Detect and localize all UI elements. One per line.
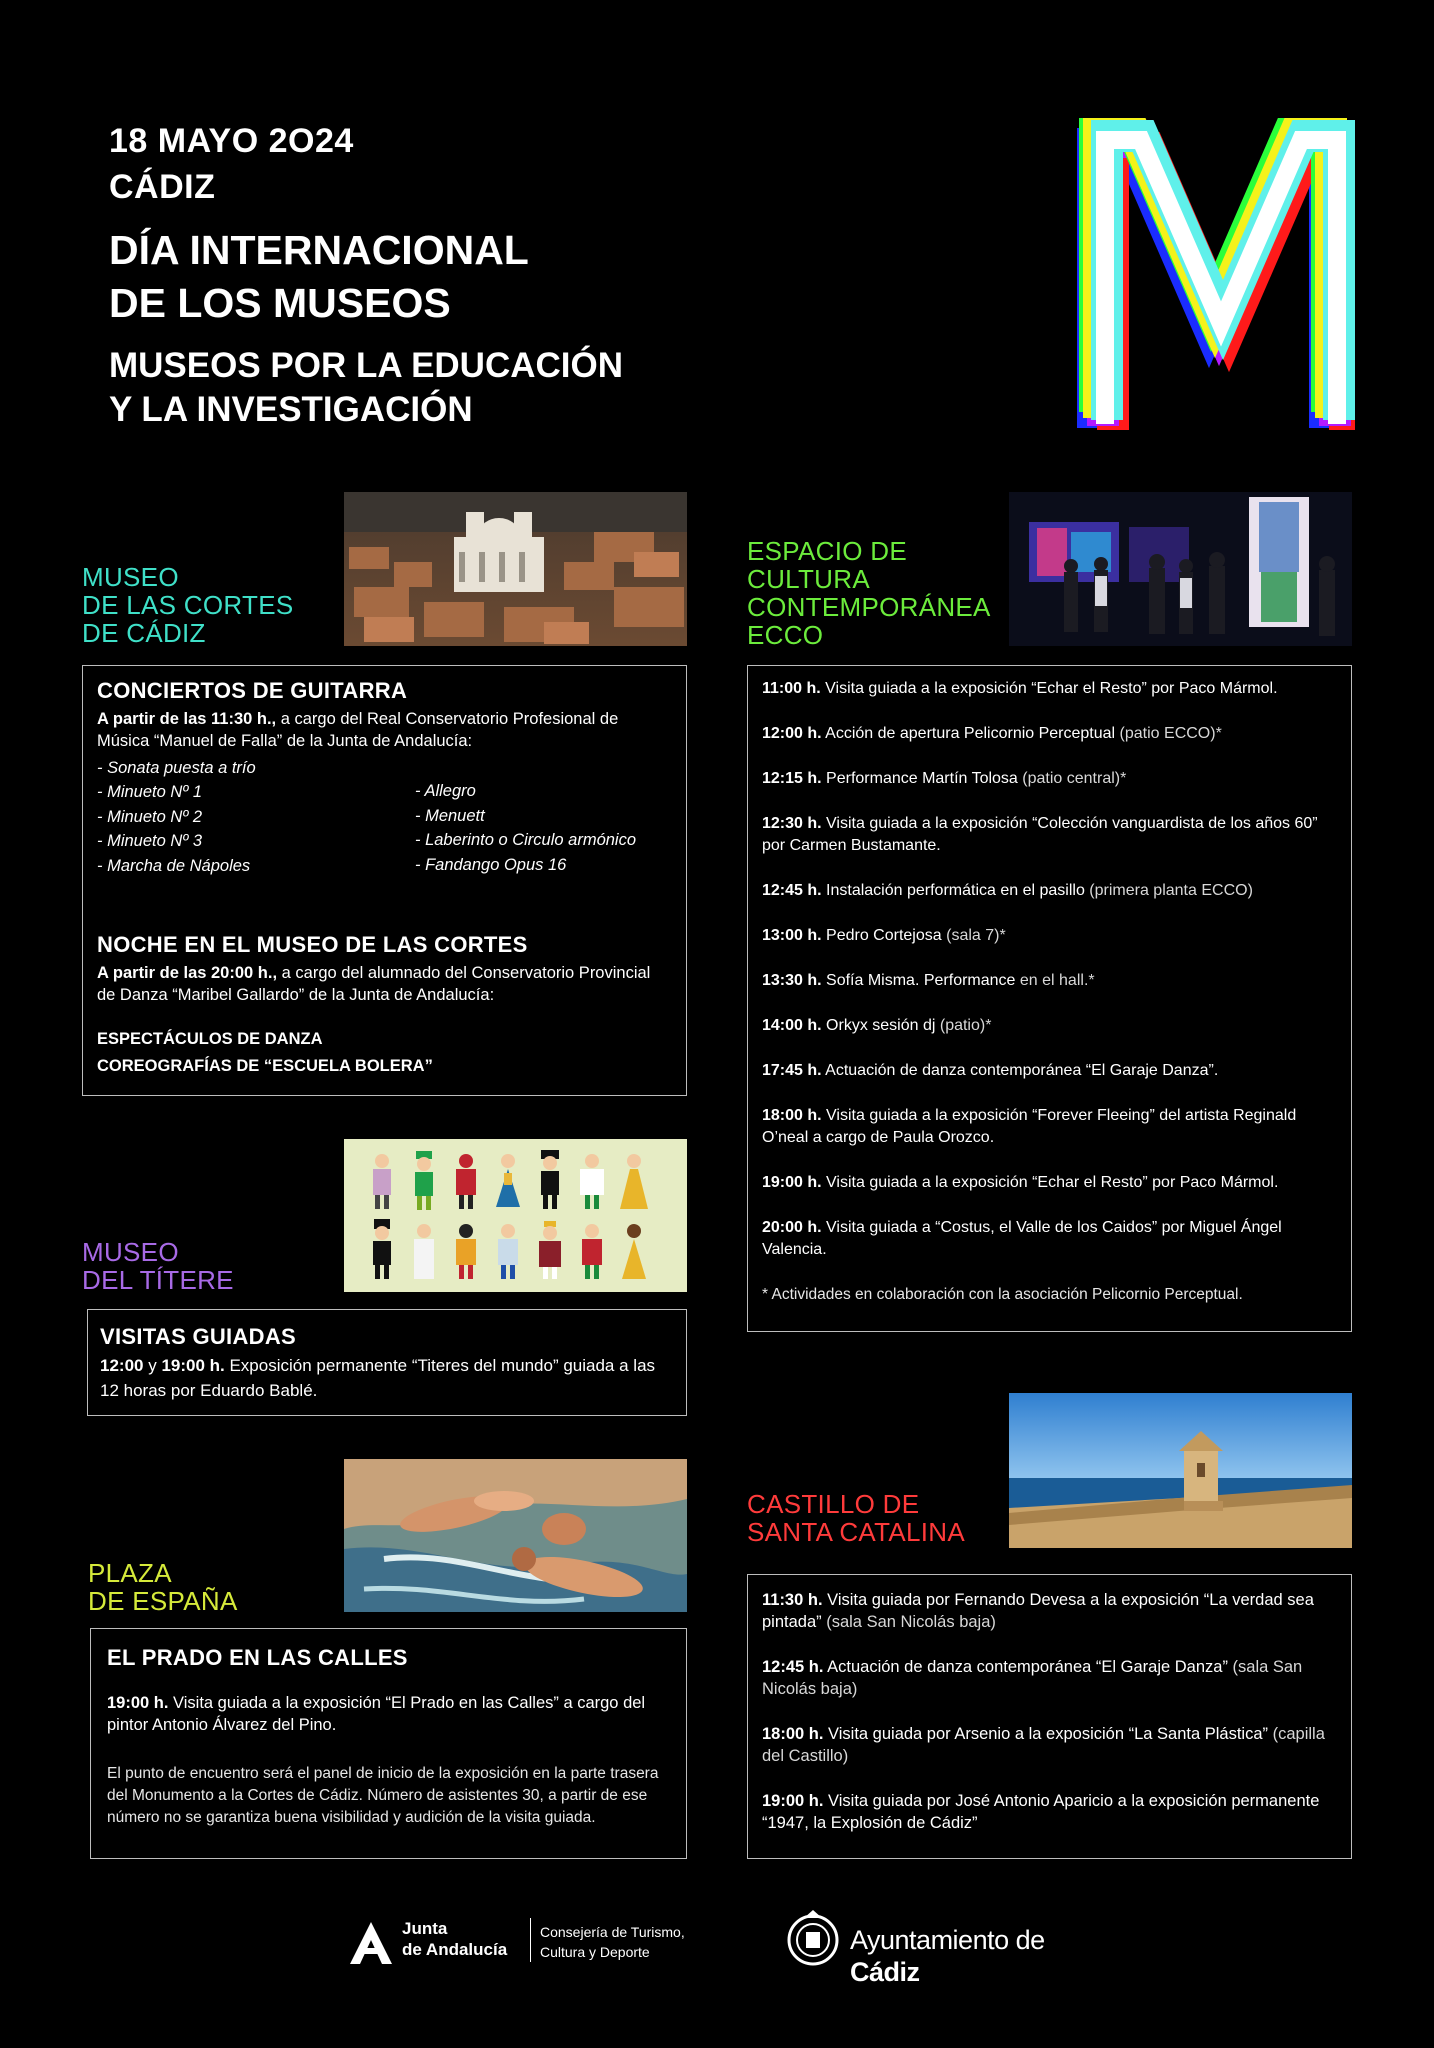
ayuntamiento-cadiz-logo <box>786 1908 1106 1987</box>
schedule-location: (patio central)* <box>1022 770 1127 787</box>
venue-line: DE LAS CORTES <box>82 590 294 620</box>
schedule-time: 19:00 h. <box>762 1792 824 1810</box>
schedule-item <box>762 1015 1337 1037</box>
prado-time: 19:00 h. <box>107 1694 169 1712</box>
cortes-activities-box <box>82 665 687 1096</box>
program-item: - Minueto Nº 3 <box>97 832 203 850</box>
ecco-schedule-box <box>747 665 1352 1332</box>
noche-time: A partir de las 20:00 h., <box>97 964 278 982</box>
venue-line: ECCO <box>747 620 824 650</box>
schedule-item <box>762 768 1337 790</box>
venue-line: ESPACIO DE <box>747 536 908 566</box>
schedule-time: 13:00 h. <box>762 927 822 944</box>
ecco-exhibition-photo <box>1009 492 1352 646</box>
event-subtitle <box>109 344 623 432</box>
schedule-text: Performance Martín Tolosa <box>821 770 1023 787</box>
noche-description <box>97 962 667 1006</box>
titere-activities-box <box>87 1309 687 1416</box>
schedule-text: Actuación de danza contemporánea “El Garaje Danza”. <box>821 1062 1219 1079</box>
schedule-time: 11:00 h. <box>762 680 821 697</box>
schedule-item <box>762 1105 1337 1149</box>
schedule-text: Instalación performática en el pasillo <box>821 882 1090 899</box>
schedule-text: Acción de apertura Pelicornio Perceptual <box>821 725 1120 742</box>
schedule-location: (sala San Nicolás baja) <box>762 1658 1303 1698</box>
venue-line: PLAZA <box>88 1558 172 1588</box>
program-item: - Fandango Opus 16 <box>415 855 567 874</box>
consejeria-line: Cultura y Deporte <box>540 1944 650 1960</box>
event-city: CÁDIZ <box>109 168 216 206</box>
svg-text:M: M <box>1075 118 1076 119</box>
visita-time: 19:00 h. <box>161 1356 225 1375</box>
noche-item: COREOGRAFÍAS DE “ESCUELA BOLERA” <box>97 1057 433 1075</box>
ecco-footnote: * Actividades en colaboración con la asociación Pelicornio Perceptual. <box>762 1286 1243 1303</box>
noche-item: ESPECTÁCULOS DE DANZA <box>97 1030 323 1048</box>
schedule-item <box>762 880 1337 902</box>
schedule-time: 11:30 h. <box>762 1591 823 1609</box>
ayuntamiento-name-a: Ayuntamiento de <box>850 1925 1045 1955</box>
prado-title: EL PRADO EN LAS CALLES <box>107 1645 408 1670</box>
visita-text: Exposición permanente “Titeres del mundo” guiada a las 12 horas por Eduardo Bablé. <box>100 1356 656 1400</box>
prado-description <box>107 1692 662 1736</box>
cadiz-coat-of-arms-icon <box>786 1908 840 1972</box>
event-date: 18 MAYO 2O24 <box>109 122 354 160</box>
schedule-time: 18:00 h. <box>762 1107 822 1124</box>
sorolla-painting-photo <box>344 1459 687 1612</box>
schedule-item <box>762 678 1337 700</box>
schedule-time: 14:00 h. <box>762 1017 822 1034</box>
program-item: - Marcha de Nápoles <box>97 856 251 875</box>
ayuntamiento-name-b: Cádiz <box>850 1957 920 1987</box>
program-item: - Sonata puesta a trío <box>97 759 256 777</box>
schedule-location: (patio ECCO)* <box>1119 725 1222 742</box>
schedule-time: 12:45 h. <box>762 882 822 899</box>
conciertos-title: CONCIERTOS DE GUITARRA <box>97 678 408 703</box>
schedule-time: 19:00 h. <box>762 1174 822 1191</box>
visitas-description <box>100 1353 660 1403</box>
schedule-location: (primera planta ECCO) <box>1089 882 1253 899</box>
consejeria-name <box>540 1922 685 1962</box>
program-item: - Menuett <box>415 806 485 825</box>
program-list-right <box>415 779 636 877</box>
prado-text: Visita guiada a la exposición “El Prado en las Calles” a cargo del pintor Antonio Álvarez del Pino. <box>107 1694 646 1734</box>
ecco-schedule-list <box>762 678 1337 1306</box>
junta-andalucia-logo <box>348 1918 708 1968</box>
visita-connector: y <box>143 1356 162 1375</box>
schedule-text: Orkyx sesión dj <box>821 1017 940 1034</box>
venue-line: SANTA CATALINA <box>747 1517 966 1547</box>
schedule-text: Visita guiada por Fernando Devesa a la exposición “La verdad sea pintada” <box>762 1591 1314 1631</box>
visitas-title: VISITAS GUIADAS <box>100 1324 297 1349</box>
footer-divider <box>530 1918 531 1962</box>
schedule-text: Pedro Cortejosa <box>821 927 947 944</box>
schedule-location: (sala San Nicolás baja) <box>826 1613 996 1631</box>
program-list-left <box>97 780 250 878</box>
schedule-item <box>762 723 1337 745</box>
schedule-text: Visita guiada a la exposición “Echar el Resto” por Paco Mármol. <box>820 680 1278 697</box>
schedule-time: 13:30 h. <box>762 972 822 989</box>
castillo-photo <box>1009 1393 1352 1548</box>
venue-castillo-santa-catalina <box>747 1490 965 1546</box>
venue-line: CULTURA <box>747 564 870 594</box>
schedule-text: Visita guiada a la exposición “Colección vanguardista de los años 60” por Carmen Bustamante. <box>762 815 1318 854</box>
conciertos-text: a cargo del Real Conservatorio Profesional de Música “Manuel de Falla” de la Junta de Andalucía: <box>97 710 619 750</box>
event-title-line2: DE LOS MUSEOS <box>109 280 451 326</box>
conciertos-description <box>97 708 667 752</box>
venue-plaza-espana <box>88 1559 238 1615</box>
header-date-block <box>109 118 354 210</box>
schedule-time: 20:00 h. <box>762 1219 822 1236</box>
schedule-location: en el hall.* <box>1019 972 1095 989</box>
schedule-location: (patio)* <box>939 1017 992 1034</box>
schedule-time: 12:45 h. <box>762 1658 824 1676</box>
schedule-location: (sala 7)* <box>946 927 1006 944</box>
schedule-time: 18:00 h. <box>762 1725 824 1743</box>
schedule-location: (capilla del Castillo) <box>762 1725 1325 1765</box>
venue-museo-cortes <box>82 563 293 647</box>
noche-title: NOCHE EN EL MUSEO DE LAS CORTES <box>97 932 528 957</box>
schedule-time: 12:30 h. <box>762 815 822 832</box>
venue-line: DE CÁDIZ <box>82 618 206 648</box>
event-subtitle-line2: Y LA INVESTIGACIÓN <box>109 390 473 429</box>
schedule-item <box>762 1790 1337 1834</box>
event-title-line1: DÍA INTERNACIONAL <box>109 227 529 273</box>
ayuntamiento-name <box>850 1924 1106 1988</box>
venue-line: MUSEO <box>82 1237 179 1267</box>
schedule-item <box>762 1217 1337 1261</box>
schedule-text: Sofía Misma. Performance <box>821 972 1020 989</box>
schedule-item <box>762 970 1337 992</box>
schedule-item <box>762 813 1337 857</box>
puppets-illustration <box>344 1139 687 1292</box>
noche-items <box>97 1026 433 1080</box>
schedule-item <box>762 1723 1337 1767</box>
schedule-item <box>762 925 1337 947</box>
schedule-item <box>762 1172 1337 1194</box>
plaza-activities-box <box>90 1628 687 1859</box>
schedule-item <box>762 1060 1337 1082</box>
schedule-item <box>762 1656 1337 1700</box>
schedule-time: 12:15 h. <box>762 770 822 787</box>
junta-name <box>402 1918 507 1960</box>
junta-name-line: de Andalucía <box>402 1940 508 1959</box>
schedule-text: Visita guiada por José Antonio Aparicio a la exposición permanente “1947, la Explosión de Cádiz” <box>762 1792 1320 1832</box>
castillo-schedule-list <box>762 1589 1337 1857</box>
schedule-text: Visita guiada por Arsenio a la exposición “La Santa Plástica” <box>823 1725 1273 1743</box>
schedule-text: Visita guiada a “Costus, el Valle de los Caidos” por Miguel Ángel Valencia. <box>762 1219 1282 1258</box>
cortes-model-photo <box>344 492 687 646</box>
consejeria-line: Consejería de Turismo, <box>540 1924 685 1940</box>
venue-museo-titere <box>82 1238 234 1294</box>
venue-line: CASTILLO DE <box>747 1489 920 1519</box>
visita-time: 12:00 <box>100 1356 144 1375</box>
venue-ecco <box>747 537 991 649</box>
schedule-item <box>762 1589 1337 1633</box>
schedule-time: 12:00 h. <box>762 725 822 742</box>
noche-text: a cargo del alumnado del Conservatorio Provincial de Danza “Maribel Gallardo” de la Junta de Andalucía: <box>97 964 651 1004</box>
museum-day-logo <box>1075 118 1355 430</box>
program-item: - Allegro <box>415 782 476 800</box>
schedule-text: Actuación de danza contemporánea “El Garaje Danza” <box>823 1658 1233 1676</box>
venue-line: DEL TÍTERE <box>82 1265 234 1295</box>
program-item: - Minueto Nº 1 <box>97 783 203 801</box>
junta-a-icon <box>348 1920 394 1966</box>
venue-line: MUSEO <box>82 562 179 592</box>
venue-line: DE ESPAÑA <box>88 1586 238 1616</box>
schedule-time: 17:45 h. <box>762 1062 822 1079</box>
venue-line: CONTEMPORÁNEA <box>747 592 991 622</box>
event-subtitle-line1: MUSEOS POR LA EDUCACIÓN <box>109 346 624 385</box>
event-title <box>109 224 529 330</box>
schedule-text: Visita guiada a la exposición “Forever Fleeing” del artista Reginald O’neal a cargo de Paula Orozco. <box>762 1107 1297 1146</box>
program-item: - Laberinto o Circulo armónico <box>415 831 637 849</box>
schedule-text: Visita guiada a la exposición “Echar el Resto” por Paco Mármol. <box>821 1174 1279 1191</box>
conciertos-time: A partir de las 11:30 h., <box>97 710 277 728</box>
prado-note: El punto de encuentro será el panel de inicio de la exposición en la parte trasera del Monumento a la Cortes de Cádiz. Número de asistentes 30, a partir de ese número no se garantiza buena visibilidad y audición de la visita guiada. <box>107 1765 659 1826</box>
junta-name-line: Junta <box>402 1919 448 1938</box>
program-item: - Minueto Nº 2 <box>97 807 203 826</box>
castillo-schedule-box <box>747 1574 1352 1859</box>
